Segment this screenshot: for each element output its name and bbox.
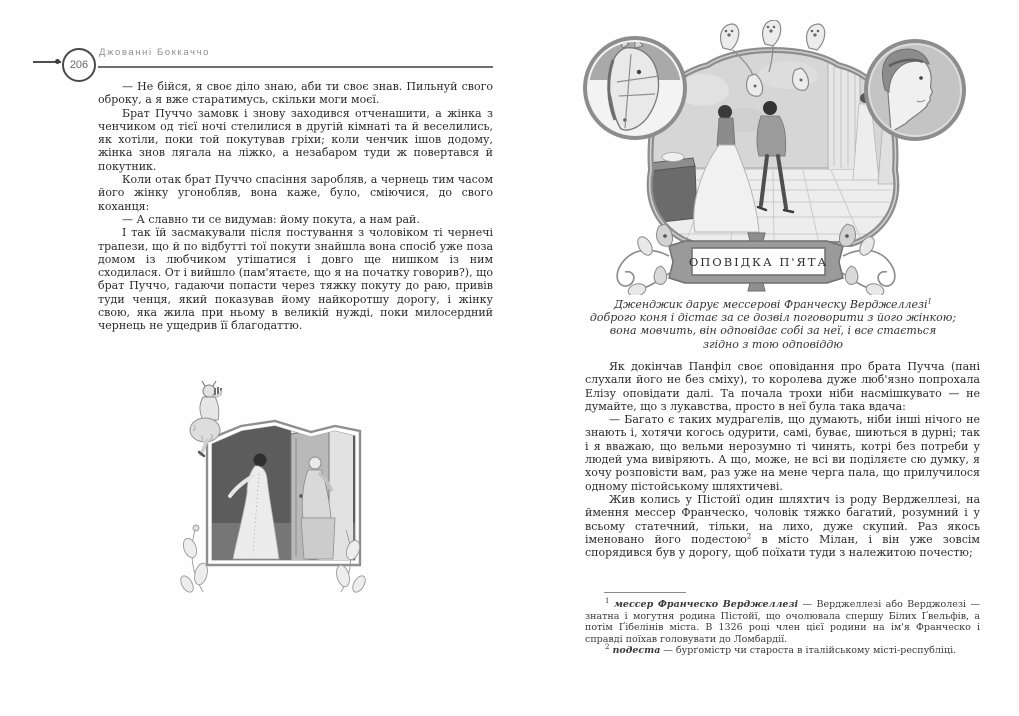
footnotes-block (585, 596, 980, 657)
body-paragraph: Жив колись у Пістойї один шляхтич із роду Верджеллезі, на ймення мессер Франческо, чоловік тяжко багатий, розумний і у всьому статечний, тільки, на лихо, дуже скупий. Раз якось іменовано його подестою$^2$ в місто Мілан, і він уже зовсім спорядився був у дорогу, щоб поїхати туди з належитою почестю; (585, 492, 980, 560)
profile-medallion (866, 41, 964, 139)
body-paragraph: — Не бійся, я своє діло знаю, аби ти своє знав. Пильнуй свого оброку, а я вже старатимусь, скільки моги моєї. (98, 80, 493, 107)
tale-epigraph (578, 298, 968, 351)
door-scene-picture (207, 421, 362, 568)
right-page-text-column (585, 360, 980, 559)
page-number-badge (62, 48, 96, 82)
epigraph-line: згідно з тою одповіддю (703, 337, 843, 351)
body-paragraph: Коли отак брат Пуччо спасіння заробляв, а чернець тим часом його жінку угонобляв, вона каже, було, сміючися, до свого коханця: (98, 173, 493, 213)
horse-head-medallion (585, 36, 685, 138)
footnote-ref-1: 1 (927, 297, 933, 306)
body-paragraph: Як докінчав Панфіл своє оповідання про брата Пучча (пані слухали його не без сміху), то королева дуже люб'язно попрохала Елізу оповідати далі. Та почала трохи ніби насмішкувато — не думайте, що з лукавства, просто в неї була така вдача: (585, 360, 980, 413)
door-scene-illustration (163, 378, 378, 603)
left-page-text-column (98, 80, 493, 333)
footnote-rule (604, 592, 686, 593)
body-paragraph: — А славно ти се видумав: йому покута, а нам рай. (122, 212, 420, 226)
tale-title: ОПОВІДКА П'ЯТА (688, 254, 829, 269)
footnote-1: $^1$ мессер Франческо Верджеллезі — Верджеллезі або Верджолезі — знатна і могутня родина Пістойї, що очолювала спершу Білих Ґвельфів, а потім Ґібелінів міста. В 1326 році член цієї родини на ім'я Франческо і справді поїхав головувати до Ломбардії. (585, 596, 980, 645)
banner-vine-left (617, 224, 672, 295)
page-number: 206 (69, 59, 89, 71)
cat (662, 153, 684, 162)
header-rule (98, 66, 493, 68)
body-paragraph: І так їй засмакували після постування з чоловіком ті чернечі трапези, що й по відбутті тої покути знайшла вона спосіб уже поза домом із любчиком утішатися і довго ще нишком із ним сходилася. От і вийшло (пам'ятаєте, що я на початку говорив?), що брат Пуччо, гадаючи попасти через тяжку покуту до раю, привів туди ченця, який показував йому найкоротшу дорогу, і жінку свою, яка жила при ньому в великій нужді, поки милосердний чернець не ущедрив її благодаттю. (98, 226, 493, 333)
body-paragraph: — Багато є таких мудрагелів, що думають, ніби інші нічого не знають і, хотячи когось одурити, самі, буває, шиються в дурні; так і я вважаю, що вельми нерозумно ті чинять, котрі без потреби у людей ума вивіряють. А що, може, не всі ви поділяєте сю думку, я хочу розповісти вам, раз уже на мене черга пала, що прилучилося одному пістойському шляхтичеві. (585, 413, 980, 493)
epigraph-line: доброго коня і дістає за се дозвіл поговорити з його жінкою; (589, 311, 957, 325)
leaf-ornament-left (178, 525, 209, 594)
epigraph-line: Дженджик дарує мессерові Франческу Верджеллезі$^1$ (613, 297, 933, 311)
running-header: Джованні Боккаччо (99, 47, 211, 58)
body-paragraph: Брат Пуччо замовк і знову заходився отченашити, а жінка з ченчиком од тієї ночі стелилися в другій кімнаті та й веселились, як хотіли, поки той покутував гріхи; коли ченчик ішов додому, жінка знов лягала на ліжко, а незабаром туди ж повертався й покутник. (98, 106, 493, 173)
epigraph-line: вона мовчить, він одповідає собі за неї, і все стається (609, 324, 937, 338)
footnote-ref-2: 2 (746, 532, 752, 541)
page-number-connector-dot (55, 59, 60, 64)
footnote-2: $^2$ подеста — бурґомістр чи староста в італійському місті-республіці. (605, 643, 957, 657)
